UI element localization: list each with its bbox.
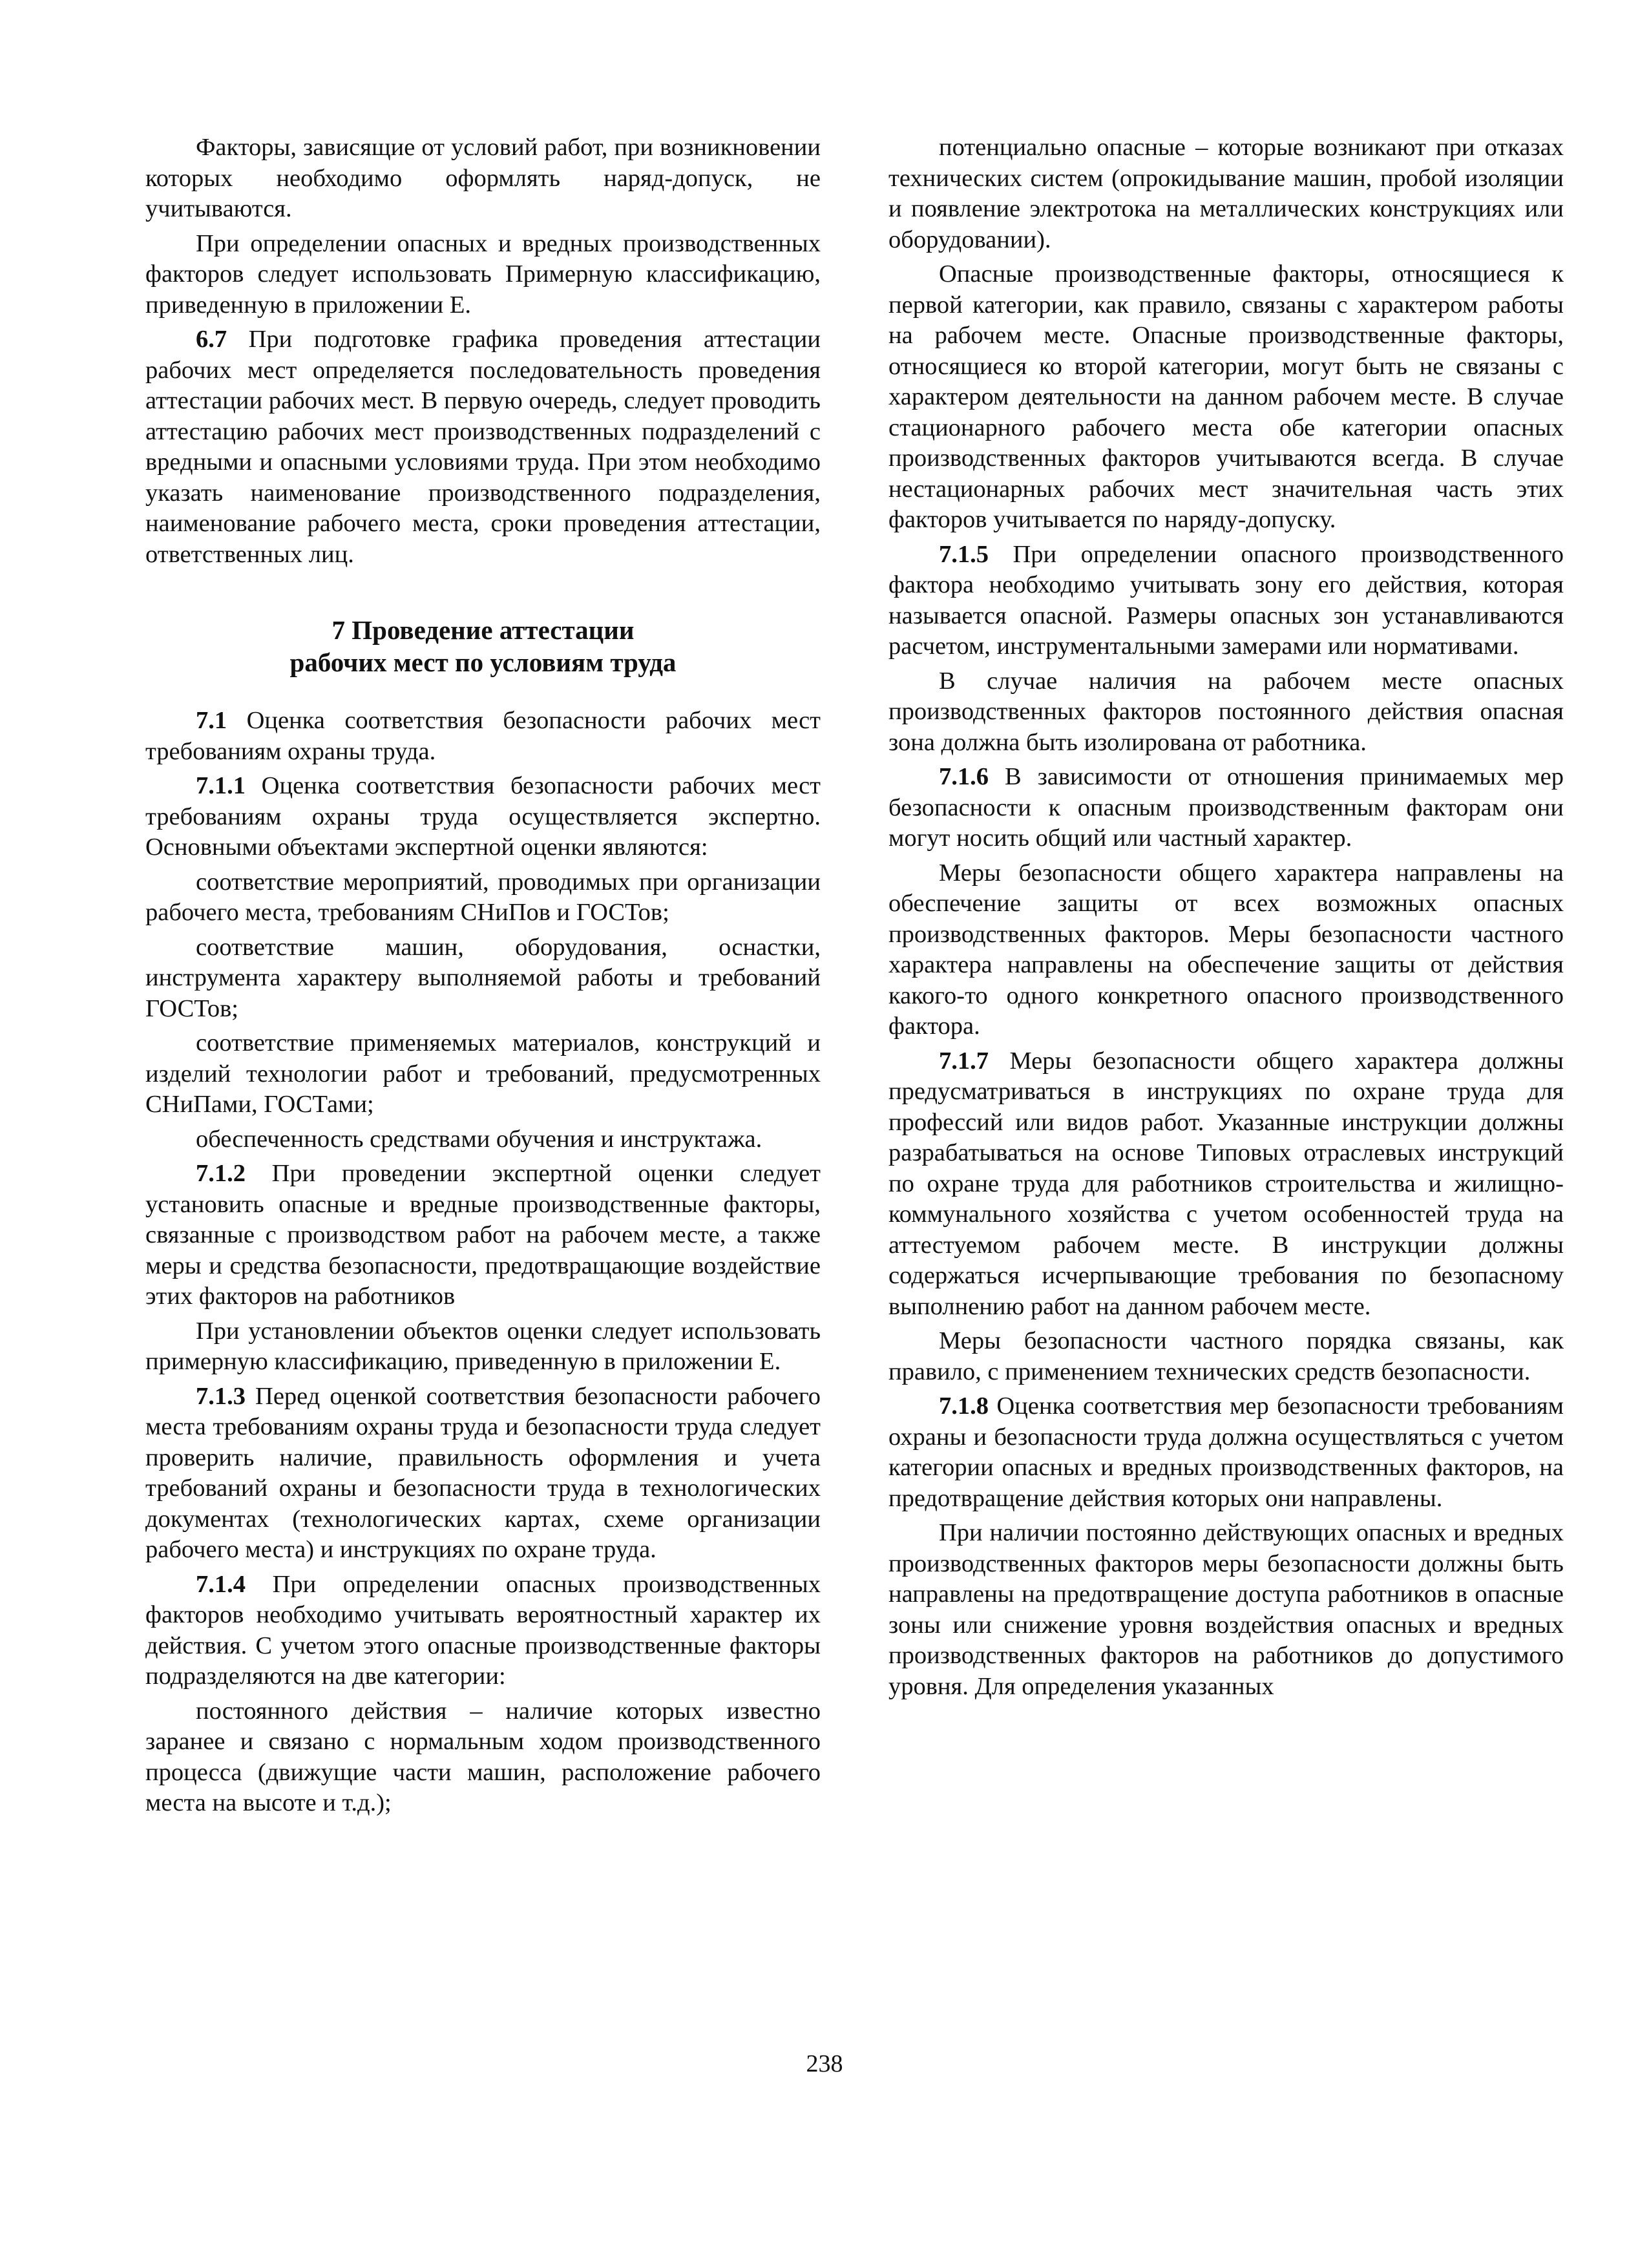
paragraph xyxy=(145,324,821,570)
clause-text: При подготовке графика проведения аттестации рабочих мест определяется последовательность проведения аттестации рабочих мест. В первую очередь, следует проводить аттестацию рабочих мест производственных подразделений с вредными и опасными условиями труда. При этом необходимо указать наименование производственного подразделения, наименование рабочего места, сроки проведения аттестации, ответственных лиц. xyxy=(145,326,821,568)
paragraph xyxy=(145,1159,821,1312)
clause-text: Оценка соответствия безопасности рабочих мест требованиям охраны труда осуществляется экспертно. Основными объектами экспертной оценки являются: xyxy=(145,772,821,861)
clause-number: 7.1.5 xyxy=(939,540,989,568)
clause-text: Оценка соответствия мер безопасности требованиям охраны и безопасности труда должна осуществляться с учетом категории опасных и вредных производственных факторов, на предотвращение действия которых они направлены. xyxy=(888,1392,1564,1512)
section-heading xyxy=(145,614,821,678)
paragraph xyxy=(145,1381,821,1566)
clause-text: В зависимости от отношения принимаемых мер безопасности к опасным производственным факторам они могут носить общий или частный характер. xyxy=(888,763,1564,852)
clause-number: 6.7 xyxy=(196,326,227,353)
paragraph xyxy=(888,1391,1564,1514)
clause-number: 7.1.2 xyxy=(196,1160,246,1187)
paragraph xyxy=(888,1046,1564,1323)
clause-text: Оценка соответствия безопасности рабочих мест требованиям охраны труда. xyxy=(145,707,821,765)
paragraph: При наличии постоянно действующих опасных и вредных производственных факторов меры безопасности должны быть направлены на предотвращение доступа работников в опасные зоны или снижение уровня воздействия опасных и вредных производственных факторов на работников до допустимого уровня. Для определения указанных xyxy=(888,1519,1564,1700)
clause-number: 7.1.3 xyxy=(196,1382,246,1410)
section-heading-line: 7 Проведение аттестации xyxy=(331,615,635,645)
list-item: соответствие машин, оборудования, оснастки, инструмента характеру выполняемой работы и требований ГОСТов; xyxy=(145,933,821,1022)
paragraph xyxy=(145,771,821,863)
paragraph: Меры безопасности общего характера направлены на обеспечение защиты от всех возможных опасных производственных факторов. Меры безопасности частного характера направлены на обеспечение защиты от действия какого-то одного конкретного опасного производственного фактора. xyxy=(888,859,1564,1040)
paragraph xyxy=(145,1570,821,1692)
paragraph: Факторы, зависящие от условий работ, при возникновении которых необходимо оформлять наряд-допуск, не учитываются. xyxy=(145,134,821,222)
clause-text: При определении опасных производственных факторов необходимо учитывать вероятностный характер их действия. С учетом этого опасные производственные факторы подразделяются на две категории: xyxy=(145,1570,821,1690)
clause-number: 7.1.1 xyxy=(196,772,246,799)
paragraph xyxy=(888,762,1564,854)
clause-number: 7.1.7 xyxy=(939,1047,989,1075)
paragraph: При установлении объектов оценки следует использовать примерную классификацию, приведенную в приложении Е. xyxy=(145,1317,821,1375)
clause-text: При определении опасного производственного фактора необходимо учитывать зону его действия, которая называется опасной. Размеры опасных зон устанавливаются расчетом, инструментальными замерами или нормативами. xyxy=(888,540,1564,660)
clause-number: 7.1.4 xyxy=(196,1570,246,1598)
clause-number: 7.1 xyxy=(196,707,227,734)
paragraph xyxy=(888,540,1564,662)
section-heading-line: рабочих мест по условиям труда xyxy=(289,647,677,677)
left-column xyxy=(145,132,821,1823)
list-item: обеспеченность средствами обучения и инструктажа. xyxy=(196,1125,762,1153)
paragraph: постоянного действия – наличие которых известно заранее и связано с нормальным ходом производственного процесса (движущие части машин, расположение рабочего места на высоте и т.д.); xyxy=(145,1697,821,1816)
page-number: 238 xyxy=(806,2050,843,2077)
clause-text: При проведении экспертной оценки следует установить опасные и вредные производственные факторы, связанные с производством работ на рабочем месте, а также меры и средства безопасности, предотвращающие воздействие этих факторов на работников xyxy=(145,1160,821,1310)
paragraph xyxy=(145,706,821,767)
clause-text: Перед оценкой соответствия безопасности рабочего места требованиям охраны труда и безопасности труда следует проверить наличие, правильность оформления и учета требований охраны и безопасности труда в технологических документах (технологических картах, схеме организации рабочего места) и инструкциях по охране труда. xyxy=(145,1382,821,1563)
paragraph: Меры безопасности частного порядка связаны, как правило, с применением технических средств безопасности. xyxy=(888,1327,1564,1385)
paragraph: Опасные производственные факторы, относящиеся к первой категории, как правило, связаны с характером работы на рабочем месте. Опасные производственные факторы, относящиеся ко второй категории, могут быть не связаны с характером деятельности на данном рабочем месте. В случае стационарного рабочего места обе категории опасных производственных факторов учитываются всегда. В случае нестационарных рабочих мест значительная часть этих факторов учитывается по наряду-допуску. xyxy=(888,260,1564,533)
right-column xyxy=(888,132,1564,1706)
list-item: соответствие применяемых материалов, конструкций и изделий технологии работ и требований, предусмотренных СНиПами, ГОСТами; xyxy=(145,1029,821,1118)
list-item: соответствие мероприятий, проводимых при организации рабочего места, требованиям СНиПов и ГОСТов; xyxy=(145,868,821,926)
paragraph: потенциально опасные – которые возникают при отказах технических систем (опрокидывание машин, пробой изоляции и появление электротока на металлических конструкциях или оборудовании). xyxy=(888,134,1564,253)
paragraph: В случае наличия на рабочем месте опасных производственных факторов постоянного действия опасная зона должна быть изолирована от работника. xyxy=(888,667,1564,756)
clause-number: 7.1.8 xyxy=(939,1392,989,1420)
clause-text: Меры безопасности общего характера должны предусматриваться в инструкциях по охране труда для профессий или видов работ. Указанные инструкции должны разрабатываться на основе Типовых отраслевых инструкций по охране труда для работников строительства и жилищно-коммунального хозяйства с учетом особенностей труда на аттестуемом рабочем месте. В инструкции должны содержаться исчерпывающие требования по безопасному выполнению работ на данном рабочем месте. xyxy=(888,1047,1564,1320)
paragraph: При определении опасных и вредных производственных факторов следует использовать Примерную классификацию, приведенную в приложении Е. xyxy=(145,229,821,319)
clause-number: 7.1.6 xyxy=(939,763,989,790)
